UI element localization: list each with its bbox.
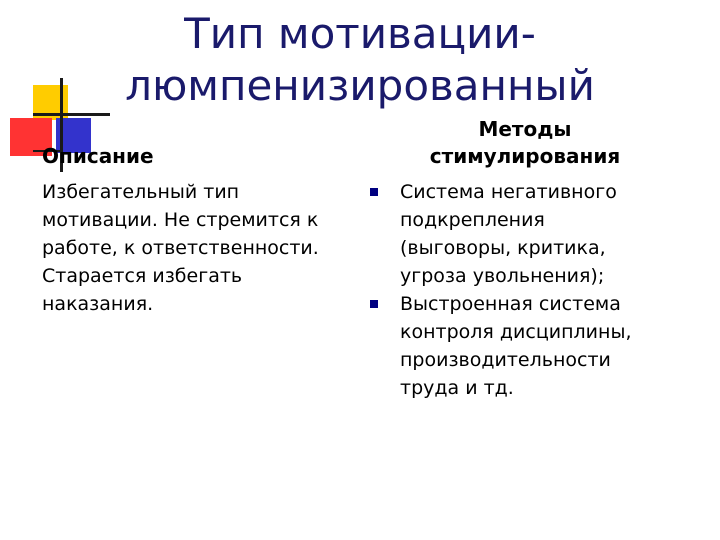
square-bullet-icon	[370, 300, 378, 308]
description-line: работе, к ответственности.	[42, 237, 319, 259]
description-line: наказания.	[42, 293, 154, 315]
square-bullet-icon	[370, 188, 378, 196]
description-heading: Описание	[42, 144, 154, 168]
horizontal-rule	[33, 113, 110, 116]
list-item-line: контроля дисциплины,	[400, 321, 632, 343]
methods-heading	[410, 116, 640, 170]
slide-title	[100, 8, 620, 112]
description-text	[42, 178, 362, 318]
methods-heading-line-2: стимулирования	[429, 144, 621, 168]
description-line: Старается избегать	[42, 265, 243, 287]
slide-title-line-1: Тип мотивации-	[184, 9, 536, 58]
list-item-line: (выговоры, критика,	[400, 237, 606, 259]
methods-list	[370, 178, 670, 402]
list-item-line: Система негативного	[400, 181, 617, 203]
description-line: мотивации. Не стремится к	[42, 209, 319, 231]
list-item-line: труда и тд.	[400, 377, 514, 399]
list-item-line: Выстроенная система	[400, 293, 621, 315]
list-item-line: подкрепления	[400, 209, 545, 231]
methods-heading-line-1: Методы	[478, 117, 572, 141]
list-item	[370, 290, 670, 402]
list-item	[370, 178, 670, 290]
list-item-line: производительности	[400, 349, 611, 371]
slide-title-line-2: люмпенизированный	[125, 61, 595, 110]
description-line: Избегательный тип	[42, 181, 240, 203]
list-item-line: угроза увольнения);	[400, 265, 605, 287]
